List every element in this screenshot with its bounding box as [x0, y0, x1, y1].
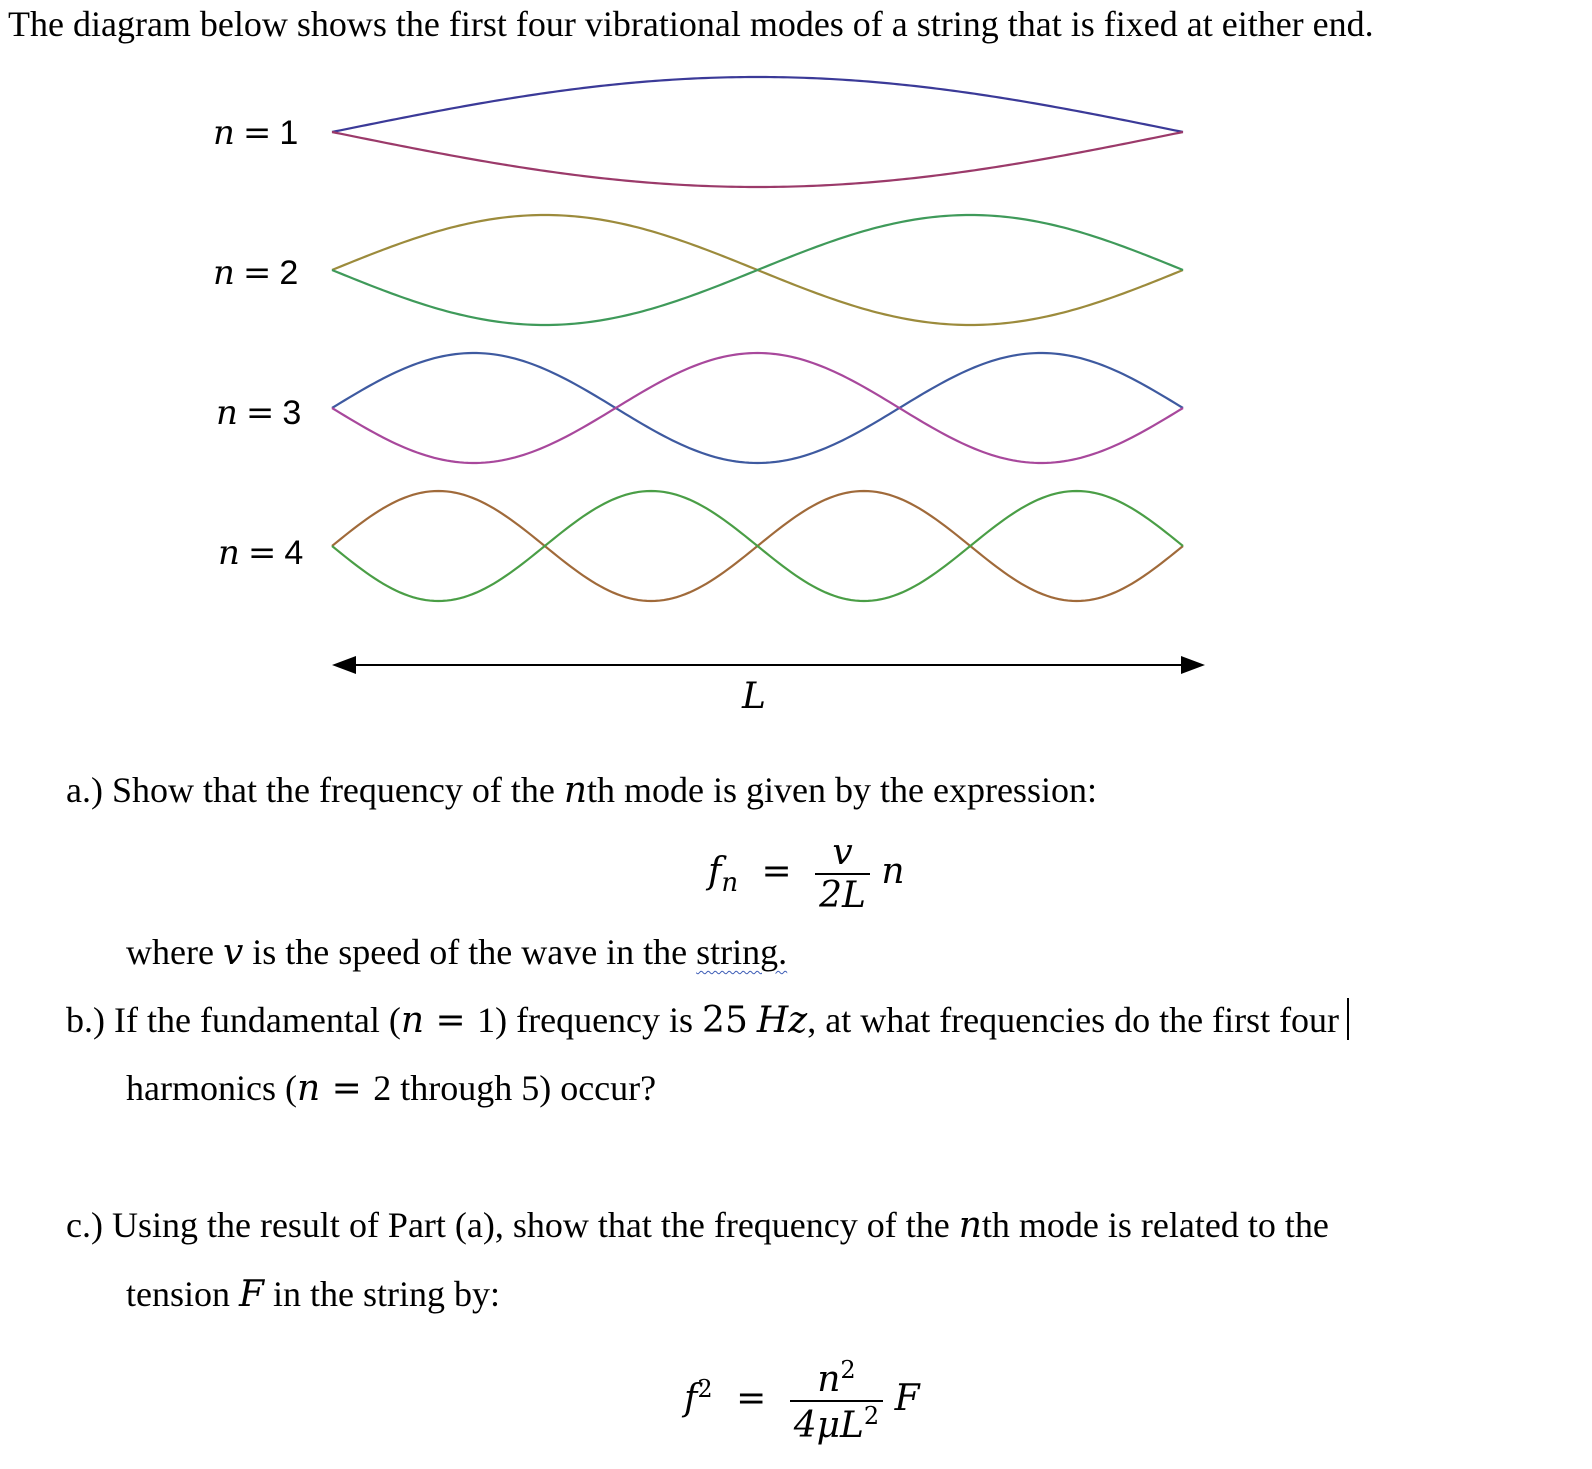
- part-c-question-line1: c.) Using the result of Part (a), show that the frequency of the nth mode is related to the: [66, 1205, 1329, 1246]
- part-b-question-line1: b.) If the fundamental (n = 1) frequency is 25 Hz, at what frequencies do the first four: [66, 998, 1349, 1043]
- eq-c-fraction: $\frac{n^2}{4\mu L^2}$: [790, 1356, 884, 1446]
- arrowhead-right-icon: [1181, 656, 1205, 674]
- intro-text: The diagram below shows the first four vibrational modes of a string that is fixed at either end.: [8, 4, 1374, 44]
- mode-1-curve-upper: [332, 77, 1183, 132]
- mode-2-curve-lower: [332, 215, 1183, 325]
- eq-c-lhs: $f^2$: [684, 1375, 713, 1419]
- part-a-question: a.) Show that the frequency of the nth mode is given by the expression:: [66, 770, 1097, 811]
- mode-label-n2: n = 2: [213, 253, 299, 293]
- mode-3-curve-lower: [332, 353, 1183, 463]
- part-b-question-line2: harmonics (n = 2 through 5) occur?: [126, 1068, 657, 1109]
- length-label: L: [742, 676, 766, 717]
- part-a-where: where v is the speed of the wave in the string.: [126, 932, 788, 973]
- eq-a-fraction: $\frac{v}{2L}$: [815, 832, 870, 916]
- mode-4-curve-lower: [332, 491, 1183, 601]
- mode-label-n1: n = 1: [213, 113, 299, 153]
- part-c-question-line2: tension F in the string by:: [126, 1274, 500, 1315]
- arrowhead-left-icon: [332, 656, 356, 674]
- text-cursor: [1347, 998, 1349, 1040]
- length-arrow: [332, 656, 1205, 674]
- mode-3-curve-upper: [332, 353, 1183, 463]
- eq-a-lhs: $f_n$: [708, 851, 739, 899]
- mode-label-n3: n = 3: [216, 393, 302, 433]
- part-c-equation: $f^2$ = $\frac{n^2}{4\mu L^2}$ F: [684, 1356, 920, 1446]
- wave-curves: [332, 77, 1183, 601]
- mode-label-n4: n = 4: [218, 533, 304, 573]
- part-a-equation: $f_n$ = $\frac{v}{2L}$ n: [708, 832, 905, 916]
- vibrational-modes-diagram: [0, 0, 1592, 720]
- mode-1-curve-lower: [332, 132, 1183, 187]
